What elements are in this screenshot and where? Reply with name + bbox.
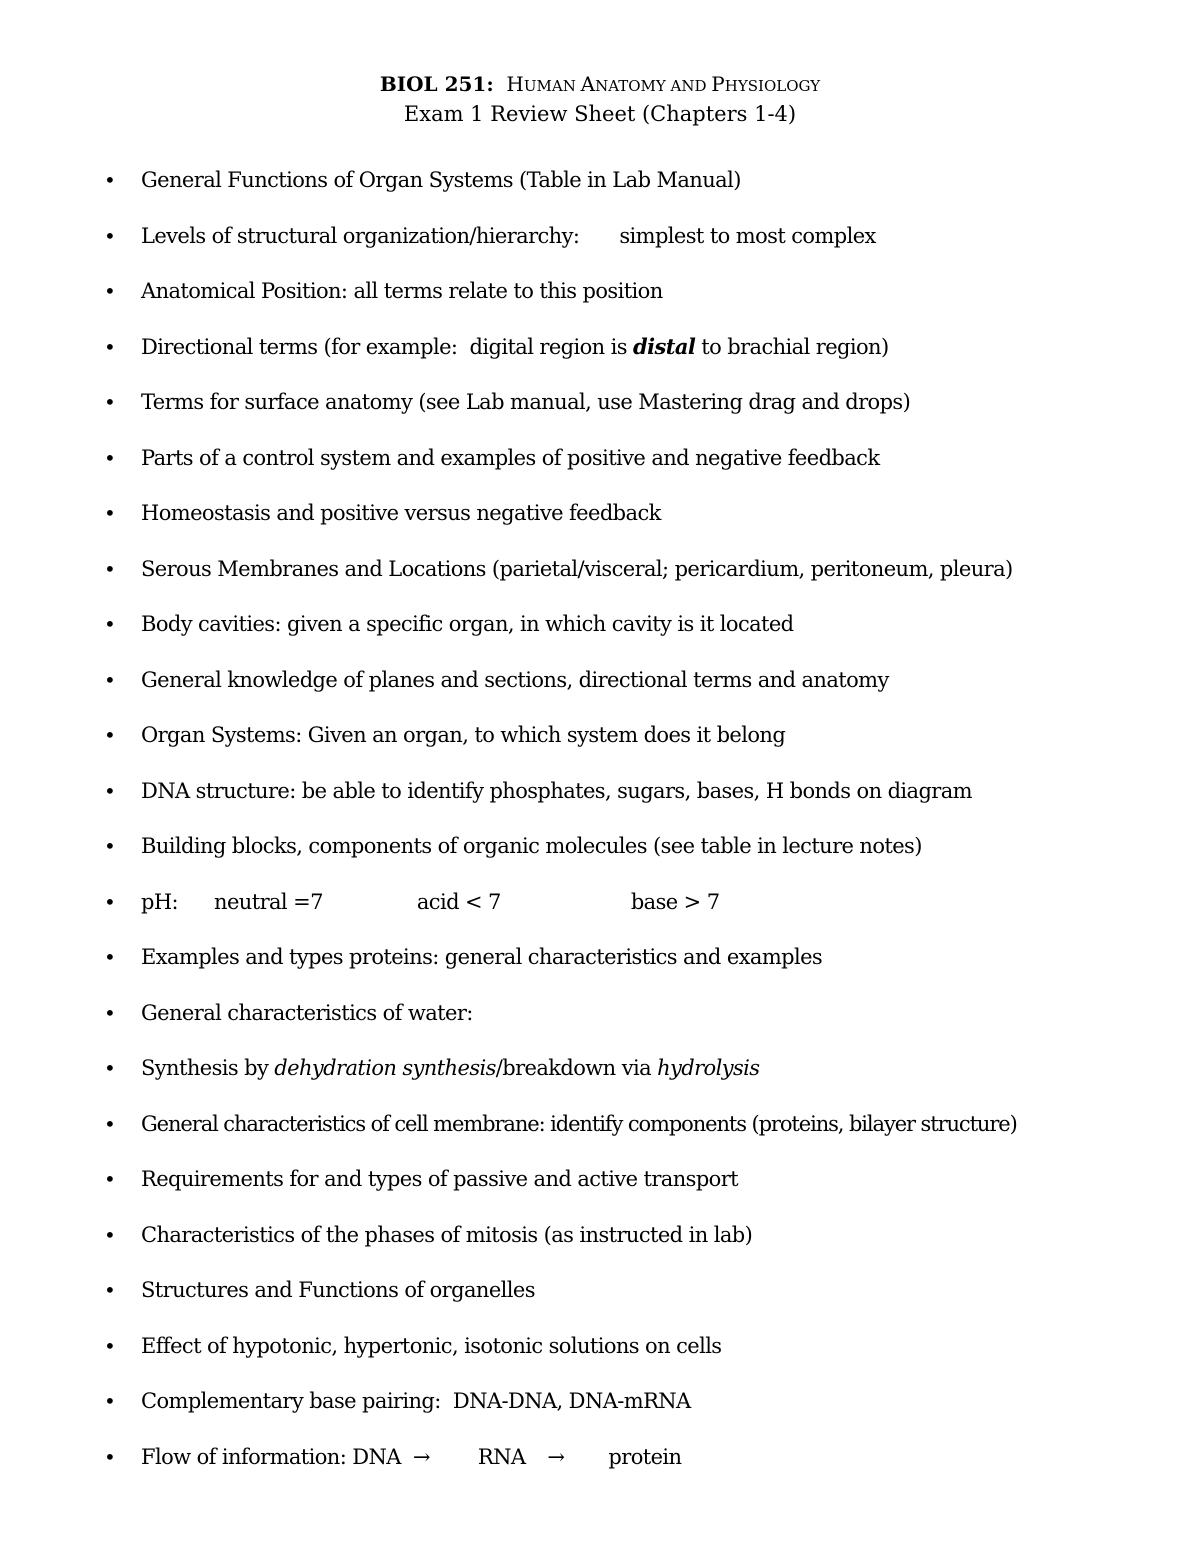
emphasis-dehydration-synthesis: dehydration synthesis (274, 1056, 496, 1080)
arrow-right-icon: → (412, 1444, 430, 1469)
bullet-icon: • (104, 945, 116, 969)
bullet-icon: • (104, 667, 116, 692)
bullet-icon: • (104, 1222, 116, 1247)
list-item: • Body cavities: given a specific organ, in which cavity is it located (0, 609, 1200, 665)
bullet-icon: • (104, 1000, 116, 1025)
bullet-icon: • (104, 556, 116, 581)
list-item: • Organ Systems: Given an organ, to which system does it belong (0, 720, 1200, 776)
list-item: • Examples and types proteins: general characteristics and examples (0, 942, 1200, 998)
bullet-icon: • (104, 1278, 116, 1302)
emphasis-distal: distal (633, 333, 696, 359)
bullet-icon: • (104, 723, 116, 747)
document-title (0, 70, 1200, 100)
list-item: • DNA structure: be able to identify phosphates, sugars, bases, H bonds on diagram (0, 776, 1200, 832)
list-item: • Anatomical Position: all terms relate to this position (0, 276, 1200, 332)
bullet-icon: • (104, 445, 116, 470)
list-item: • Complementary base pairing: DNA-DNA, DNA-mRNA (0, 1386, 1200, 1442)
course-name: HUMAN ANATOMY AND PHYSIOLOGY (506, 72, 821, 96)
bullet-icon: • (104, 334, 116, 359)
list-item: • Homeostasis and positive versus negative feedback (0, 498, 1200, 554)
list-item: • Terms for surface anatomy (see Lab manual, use Mastering drag and drops) (0, 387, 1200, 443)
bullet-icon: • (104, 1111, 116, 1136)
list-item: • Flow of information: DNA → RNA → protein (0, 1442, 1200, 1498)
bullet-icon: • (104, 889, 116, 914)
list-item: • General knowledge of planes and sections, directional terms and anatomy (0, 665, 1200, 721)
emphasis-hydrolysis: hydrolysis (657, 1056, 760, 1080)
list-item: • Synthesis by dehydration synthesis/breakdown via hydrolysis (0, 1053, 1200, 1109)
list-item: • Characteristics of the phases of mitosis (as instructed in lab) (0, 1220, 1200, 1276)
list-item: • Parts of a control system and examples of positive and negative feedback (0, 443, 1200, 499)
bullet-icon: • (104, 834, 116, 858)
list-item: • pH: neutral =7 acid < 7 base > 7 (0, 887, 1200, 943)
bullet-icon: • (104, 279, 116, 303)
bullet-icon: • (104, 501, 116, 525)
list-item: • Structures and Functions of organelles (0, 1275, 1200, 1331)
bullet-icon: • (104, 168, 116, 192)
document-header (0, 70, 1200, 128)
list-item: • Effect of hypotonic, hypertonic, isotonic solutions on cells (0, 1331, 1200, 1387)
bullet-icon: • (104, 778, 116, 803)
document-subtitle: Exam 1 Review Sheet (Chapters 1-4) (403, 102, 797, 126)
bullet-icon: • (104, 1333, 116, 1358)
list-item: • General Functions of Organ Systems (Table in Lab Manual) (0, 165, 1200, 221)
bullet-icon: • (104, 1444, 116, 1469)
bullet-icon: • (104, 1389, 116, 1413)
bullet-icon: • (104, 1167, 116, 1191)
list-item: • Levels of structural organization/hierarchy: simplest to most complex (0, 221, 1200, 277)
bullet-icon: • (104, 1056, 116, 1080)
list-item: • Building blocks, components of organic molecules (see table in lecture notes) (0, 831, 1200, 887)
bullet-icon: • (104, 223, 116, 248)
list-item: • Requirements for and types of passive and active transport (0, 1164, 1200, 1220)
list-item: • Serous Membranes and Locations (parietal/visceral; pericardium, peritoneum, pleura) (0, 554, 1200, 610)
bullet-icon: • (104, 390, 116, 414)
course-code: BIOL 251: (379, 72, 494, 96)
list-item: • Directional terms (for example: digital region is distal to brachial region) (0, 332, 1200, 388)
arrow-right-icon: → (547, 1444, 565, 1469)
list-item: • General characteristics of cell membrane: identify components (proteins, bilayer structure) (0, 1109, 1200, 1165)
review-topic-list (0, 165, 1200, 1497)
bullet-icon: • (104, 612, 116, 636)
list-item: • General characteristics of water: (0, 998, 1200, 1054)
